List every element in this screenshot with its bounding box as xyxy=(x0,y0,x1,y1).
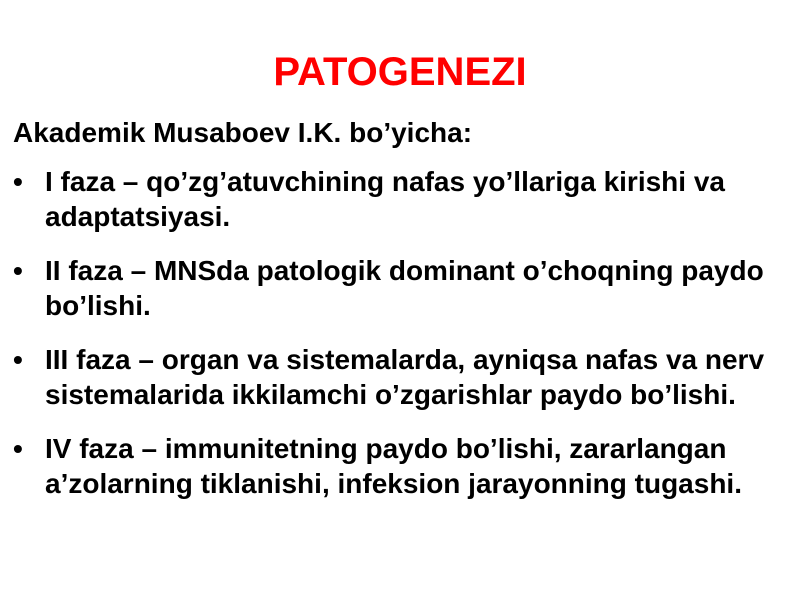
bullet-icon: • xyxy=(13,344,23,375)
bullet-icon: • xyxy=(13,255,23,286)
phase-1-text: I faza – qo’zg’atuvchining nafas yo’llariga kirishi va adaptatsiyasi. xyxy=(45,166,725,232)
list-item xyxy=(13,164,793,234)
phase-2-text: II faza – MNSda patologik dominant o’choqning paydo bo’lishi. xyxy=(45,255,764,321)
bullet-icon: • xyxy=(13,166,23,197)
phase-list xyxy=(13,164,793,520)
list-item xyxy=(13,431,793,501)
phase-3-text: III faza – organ va sistemalarda, ayniqsa nafas va nerv sistemalarida ikkilamchi o’zgarishlar paydo bo’lishi. xyxy=(45,344,765,410)
phase-4-text: IV faza – immunitetning paydo bo’lishi, zararlangan a’zolarning tiklanishi, infeksion jarayonning tugashi. xyxy=(45,433,742,499)
list-item xyxy=(13,342,793,412)
bullet-icon: • xyxy=(13,433,23,464)
list-item xyxy=(13,253,793,323)
slide-title: PATOGENEZI xyxy=(273,50,527,94)
intro-text: Akademik Musaboev I.K. bo’yicha: xyxy=(13,117,473,148)
